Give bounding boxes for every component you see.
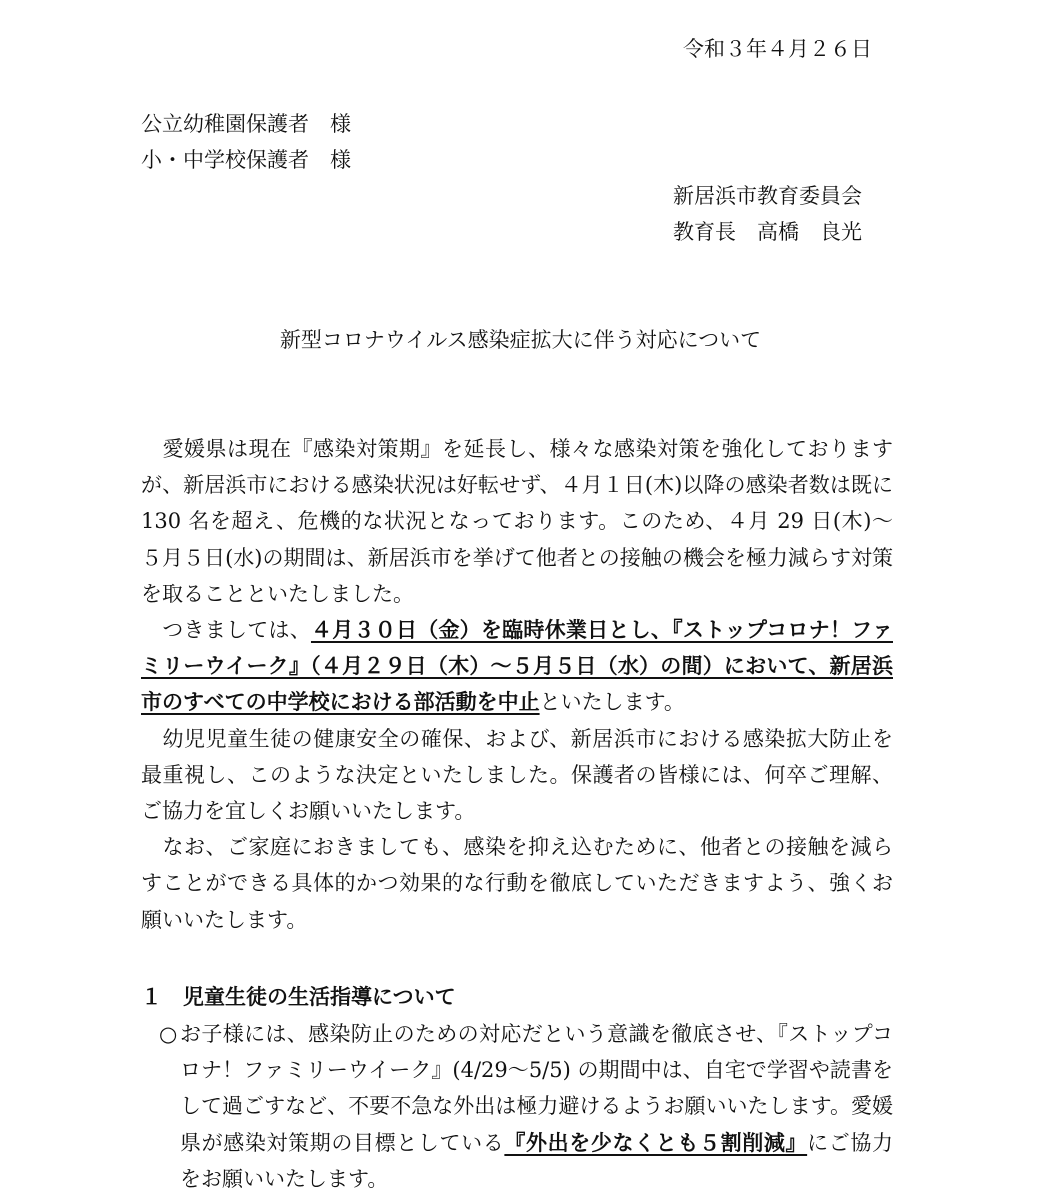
document-title: 新型コロナウイルス感染症拡大に伴う対応について — [279, 328, 762, 352]
circle-bullet-icon: ○ — [159, 1022, 178, 1046]
paragraph-1 — [141, 431, 893, 612]
section-1-bullet-text — [180, 1016, 893, 1197]
recipient-kindergarten: 公立幼稚園保護者 様 — [141, 112, 351, 136]
paragraph-2-emphasis: ４月３０日（金）を臨時休業日とし、『ストップコロナ！ファミリーウイーク』（４月２９日（木）～５月５日（水）の間）において、新居浜市のすべての中学校における部活動を中止 — [141, 618, 893, 715]
section-1-heading: １ 児童生徒の生活指導について — [141, 985, 456, 1009]
bullet-text-post: にご協力をお願いいたします。 — [180, 1130, 893, 1191]
paragraph-2-pre: つきましては、 — [162, 618, 311, 643]
body-text — [141, 431, 893, 938]
paragraph-3 — [141, 721, 893, 830]
paragraph-1-text: 愛媛県は現在『感染対策期』を延長し、様々な感染対策を強化しておりますが、新居浜市における感染状況は好転せず、４月１日(木)以降の感染者数は既に 130 名を超え、危機的な状況となっております。このため、４月 29 日(木)～５月５日(水)の期間は、新居浜市を挙げて他者との接触の機会を極力減らす対策を取ることといたしました。 — [141, 437, 893, 606]
sender-name: 教育長 高橋 良光 — [673, 220, 862, 244]
bullet-text-pre: お子様には、感染防止のための対応だという意識を徹底させ、『ストップコロナ！ファミリーウイーク』(4/29～5/5) の期間中は、自宅で学習や読書をして過ごすなど、不要不急な外出は極力避けるようお願いいたします。愛媛県が感染対策期の目標としている — [180, 1022, 893, 1155]
sender-organization: 新居浜市教育委員会 — [673, 184, 862, 208]
recipient-schools: 小・中学校保護者 様 — [141, 148, 351, 172]
paragraph-4-text: なお、ご家庭におきましても、感染を抑え込むために、他者との接触を減らすことができる具体的かつ効果的な行動を徹底していただきますよう、強くお願いいたします。 — [141, 835, 893, 932]
document-date: 令和３年４月２６日 — [683, 37, 872, 61]
paragraph-2 — [141, 612, 893, 721]
bullet-text-emphasis: 『外出を少なくとも５割削減』 — [504, 1130, 808, 1155]
paragraph-4 — [141, 829, 893, 938]
section-1-bullet — [141, 1016, 893, 1197]
paragraph-2-post: といたします。 — [539, 690, 685, 715]
paragraph-3-text: 幼児児童生徒の健康安全の確保、および、新居浜市における感染拡大防止を最重視し、このような決定といたしました。保護者の皆様には、何卒ご理解、ご協力を宜しくお願いいたします。 — [141, 726, 893, 824]
